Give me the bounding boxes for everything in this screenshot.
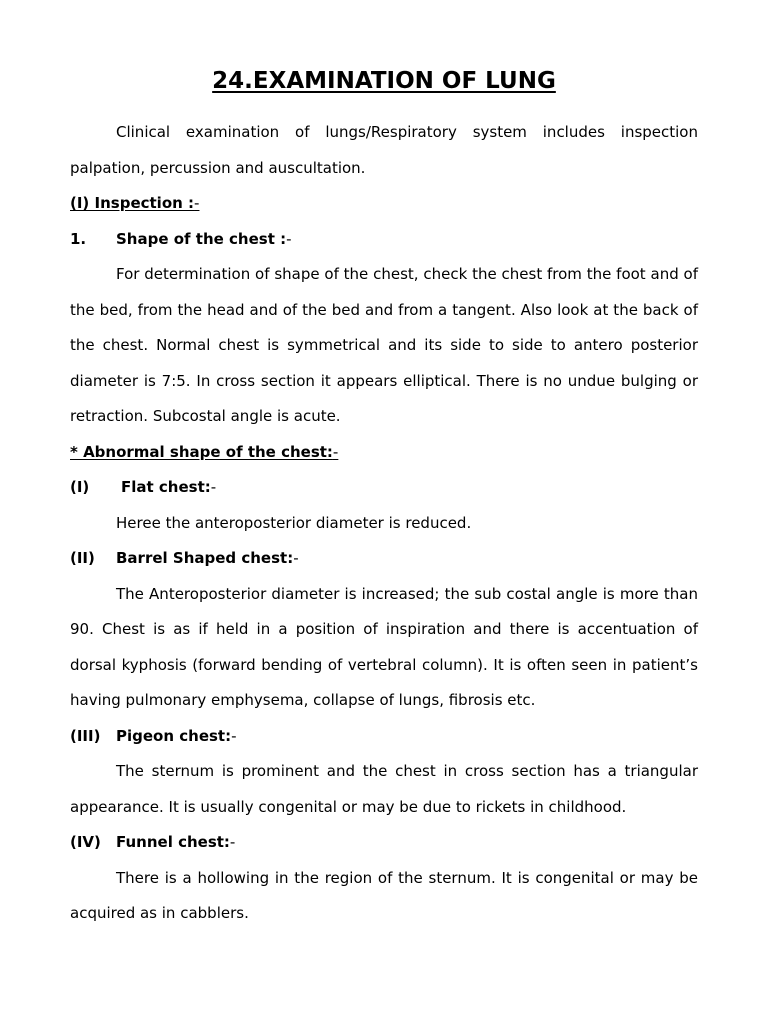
abnormal-heading-text: * Abnormal shape of the chest: [70,442,333,461]
barrel-chest-heading [70,541,698,577]
pigeon-chest-paragraph: The sternum is prominent and the chest in cross section has a triangular appearance. It is usually congenital or may be due to rickets in childhood. [70,762,698,816]
flat-chest-number: (I) [70,478,90,496]
flat-chest-heading [70,470,698,506]
funnel-chest-label: Funnel chest: [116,833,230,851]
page-title: 24.EXAMINATION OF LUNG [212,68,556,94]
shape-paragraph: For determination of shape of the chest, check the chest from the foot and of the bed, from the head and of the bed and from a tangent. Also look at the back of the chest. Normal chest is symmetrical and its side to side to antero posterior diameter is 7:5. In cross section it appears elliptical. There is no undue bulging or retraction. Subcostal angle is acute. [70,265,698,425]
flat-chest-dash: - [210,478,217,496]
pigeon-chest-heading [70,719,698,755]
funnel-chest-dash: - [229,833,236,851]
abnormal-heading-dash: - [332,442,339,461]
shape-heading [70,222,698,258]
pigeon-chest-dash: - [231,726,237,745]
abnormal-heading [70,435,698,471]
intro-paragraph: Clinical examination of lungs/Respiratory system includes inspection palpation, percussion and auscultation. [70,123,698,177]
barrel-chest-label: Barrel Shaped chest: [116,549,294,567]
flat-chest-label: Flat chest: [121,478,211,496]
barrel-chest-number: (II) [70,549,95,567]
document-body [70,115,698,932]
pigeon-chest-label: Pigeon chest: [116,726,232,745]
shape-label: Shape of the chest : [116,229,287,248]
funnel-chest-paragraph: There is a hollowing in the region of the sternum. It is congenital or may be acquired as in cabblers. [70,868,698,922]
inspection-heading-dash: - [194,194,200,212]
funnel-chest-number: (IV) [70,833,101,851]
barrel-chest-dash: - [293,549,299,567]
inspection-heading [70,186,698,222]
inspection-heading-text: (I) Inspection : [70,194,195,212]
flat-chest-paragraph: Heree the anteroposterior diameter is reduced. [116,513,472,532]
pigeon-chest-number: (III) [70,726,101,745]
funnel-chest-heading [70,825,698,861]
shape-number: 1. [70,229,87,248]
barrel-chest-paragraph: The Anteroposterior diameter is increased; the sub costal angle is more than 90. Chest is as if held in a position of inspiration and there is accentuation of dorsal kyphosis (forward bending of vertebral column). It is often seen in patient’s having pulmonary emphysema, collapse of lungs, fibrosis etc. [70,584,698,709]
shape-dash: - [286,229,292,248]
